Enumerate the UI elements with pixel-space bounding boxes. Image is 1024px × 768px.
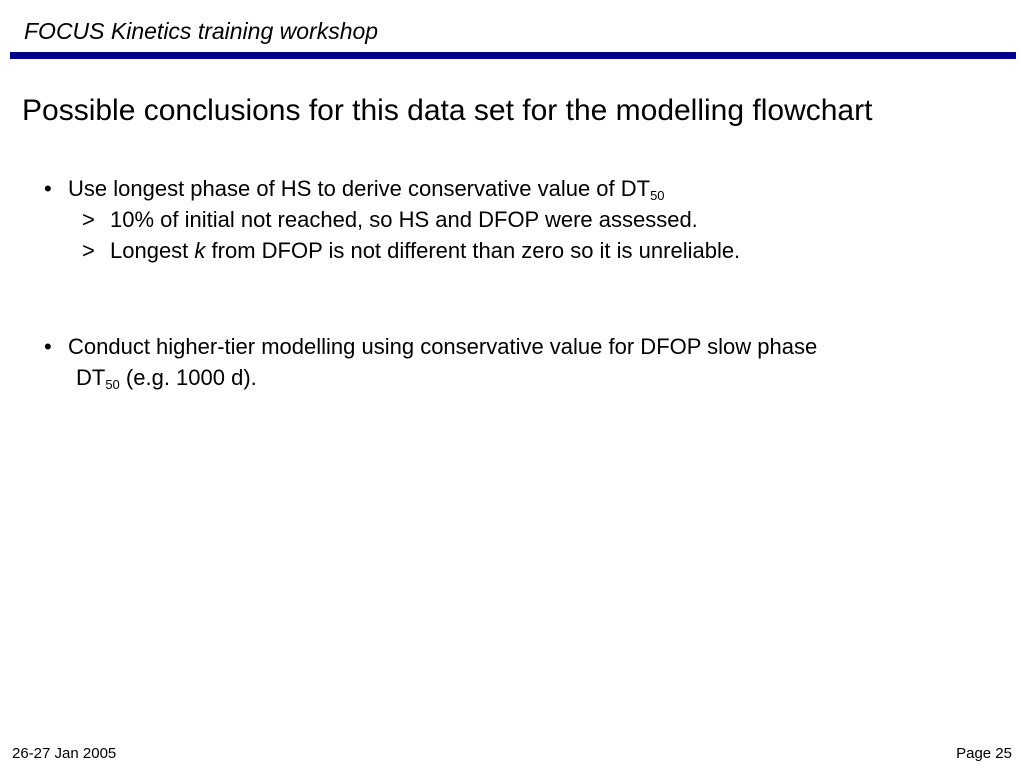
bullet-1-main: Use longest phase of HS to derive conservative value of DT [68, 176, 651, 201]
header-rule [10, 52, 1016, 59]
bullet-1-text [68, 176, 665, 202]
bullet-2-subscript: 50 [105, 377, 120, 392]
subitem-2-before: Longest [110, 238, 195, 263]
bullet-2-cont-suffix: (e.g. 1000 d). [119, 365, 257, 390]
bullet-2-cont-prefix: DT [76, 365, 106, 390]
header-title: FOCUS Kinetics training workshop [24, 18, 379, 44]
subitem-2-text [110, 238, 740, 264]
subitem-1-text: 10% of initial not reached, so HS and DFOP were assessed. [110, 207, 698, 232]
bullet-1-subscript: 50 [650, 188, 665, 203]
subitem-2-italic: k [194, 238, 206, 263]
footer-page-number: Page 25 [956, 745, 1012, 762]
footer-date: 26-27 Jan 2005 [12, 745, 117, 762]
subitem-2-after: from DFOP is not different than zero so it is unreliable. [205, 238, 741, 263]
subitem-marker: > [82, 207, 95, 232]
slide-title: Possible conclusions for this data set for the modelling flowchart [22, 94, 873, 127]
bullet-marker: • [44, 176, 52, 201]
bullet-2-continuation [76, 365, 257, 391]
subitem-marker: > [82, 238, 95, 263]
bullet-marker: • [44, 334, 52, 359]
bullet-2-text: Conduct higher-tier modelling using conservative value for DFOP slow phase [68, 334, 818, 359]
